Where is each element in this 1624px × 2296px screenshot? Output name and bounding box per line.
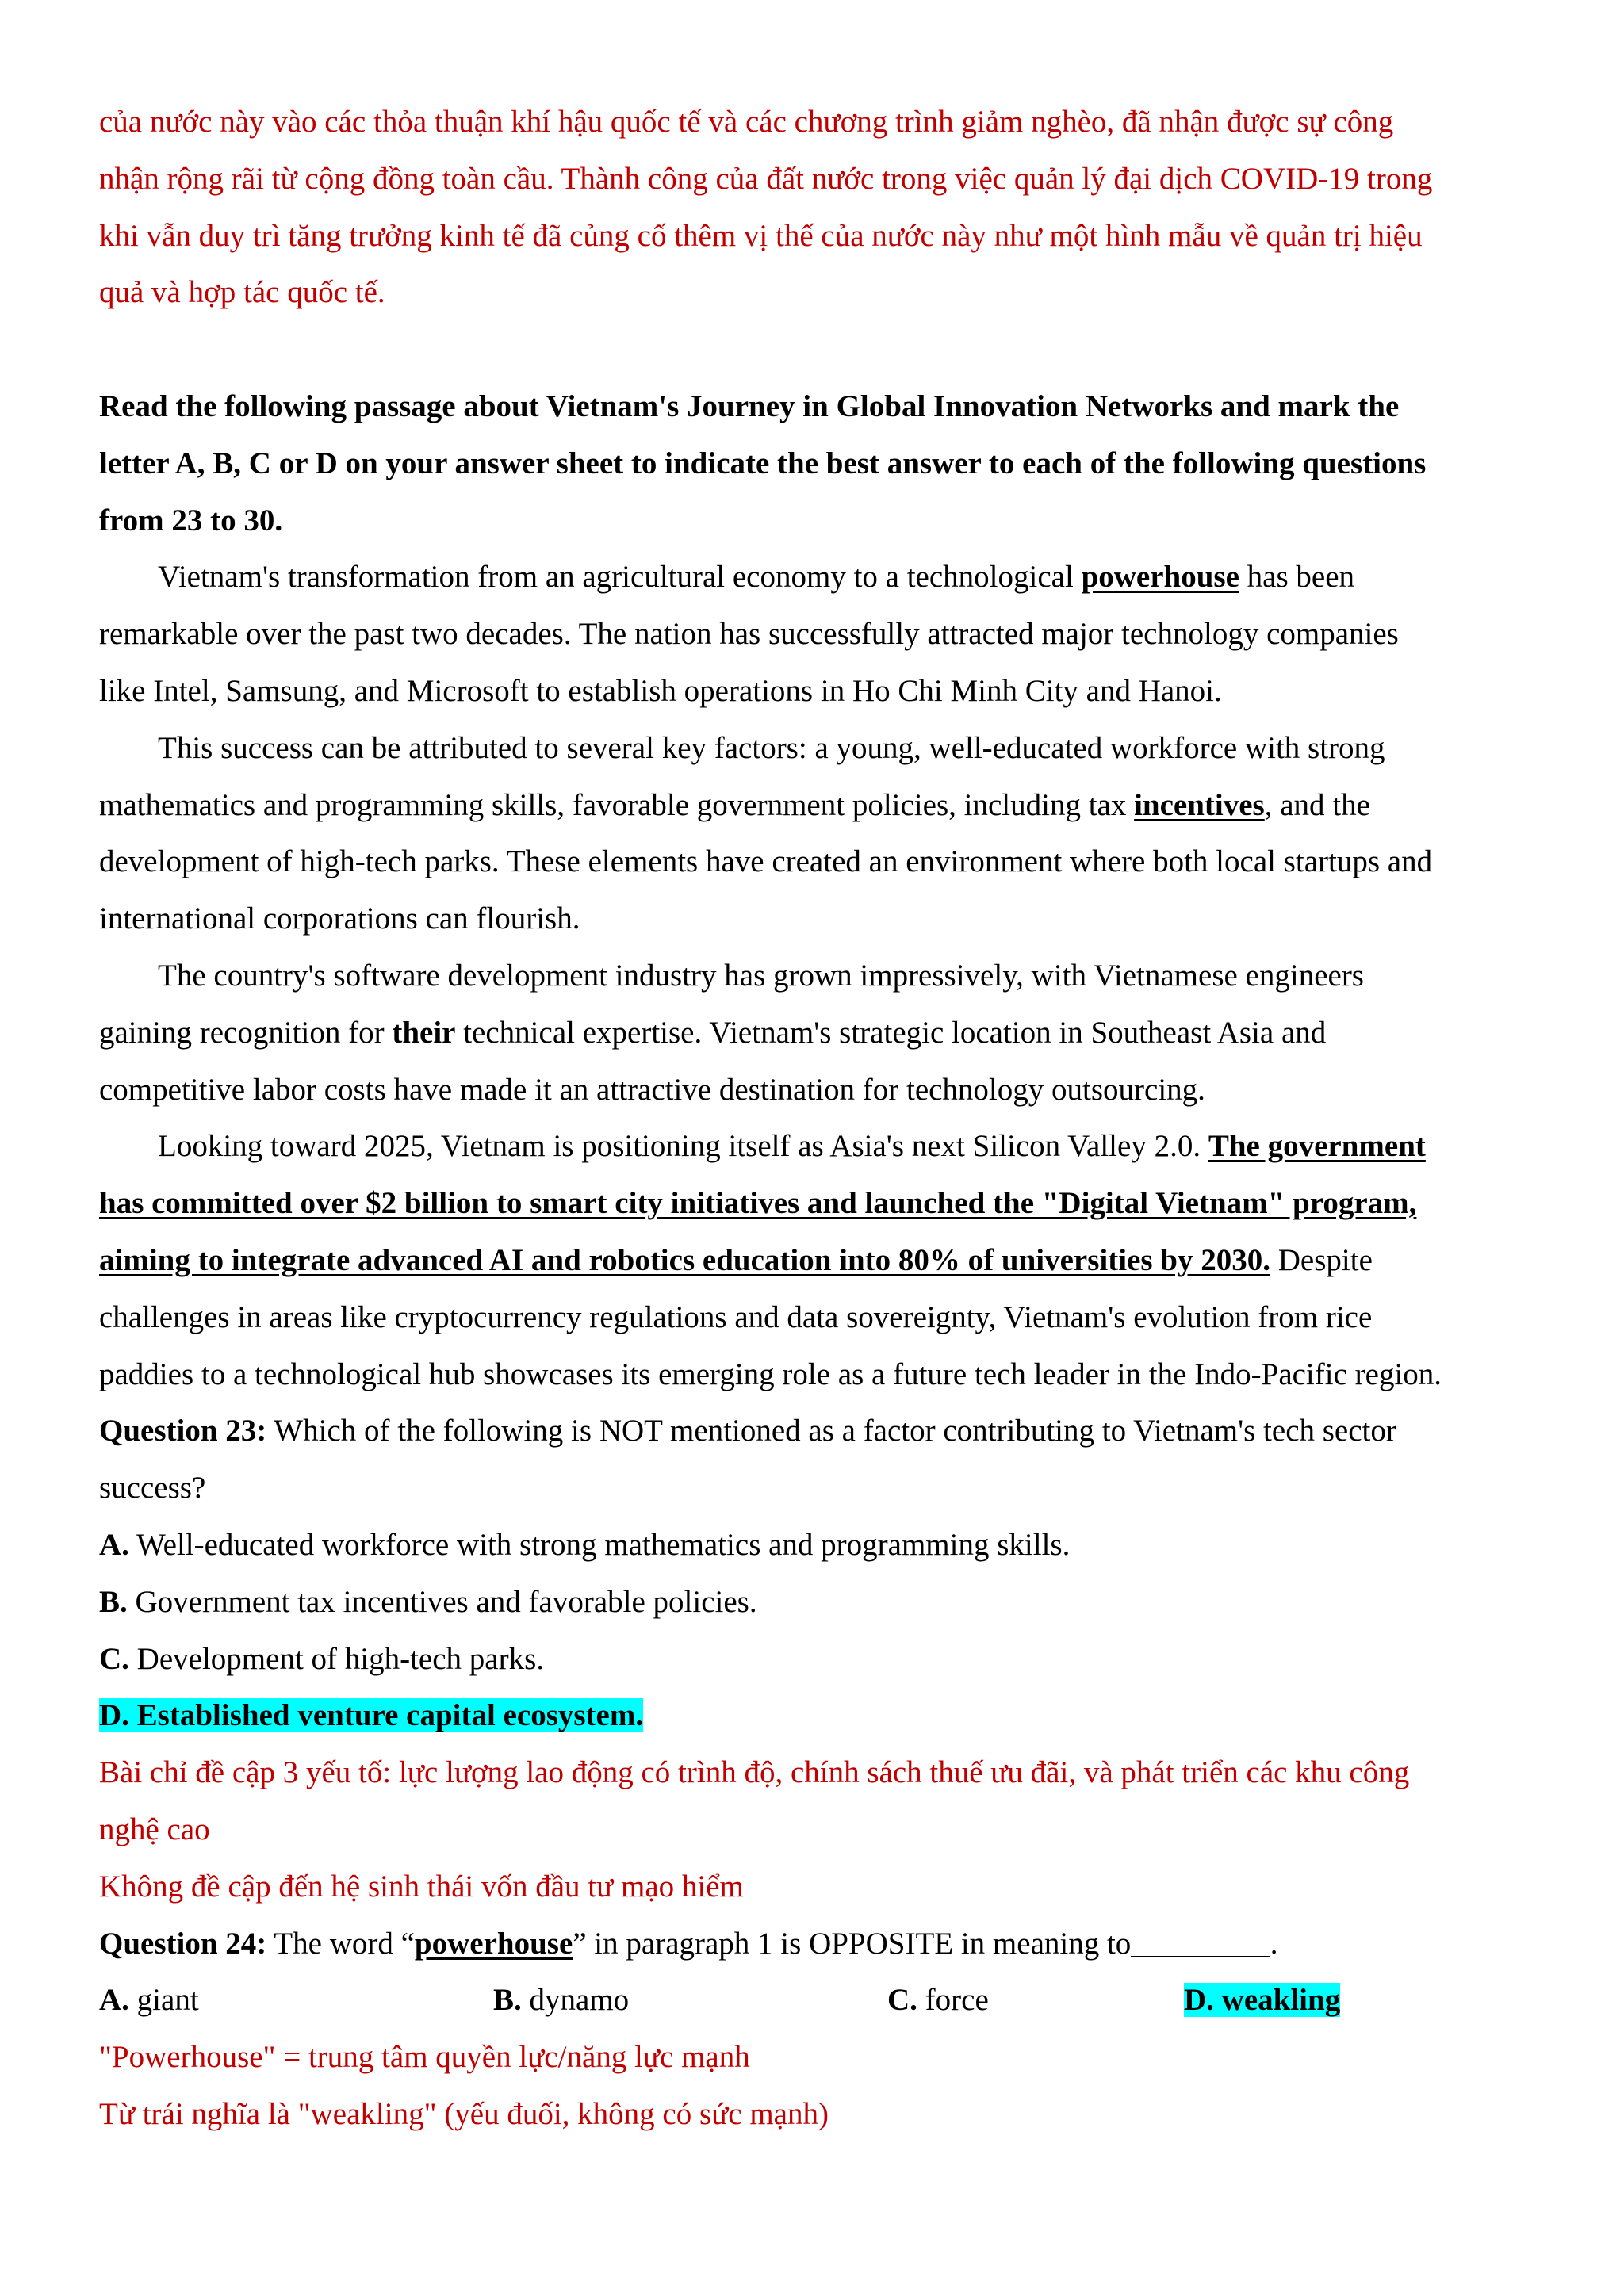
correct-answer-highlight bbox=[1184, 1983, 1340, 2017]
option-letter: D. bbox=[99, 1698, 129, 1733]
keyword-powerhouse: powerhouse bbox=[414, 1926, 573, 1961]
option-letter: B. bbox=[493, 1983, 522, 2018]
q23-option-a bbox=[99, 1517, 1542, 1574]
passage-line: paddies to a technological hub showcases its emerging role as a future tech leader in the Indo-Pacific region. bbox=[99, 1357, 1442, 1391]
explanation-line: nghệ cao bbox=[99, 1812, 210, 1846]
q23-option-c bbox=[99, 1631, 1542, 1688]
passage-line: international corporations can flourish. bbox=[99, 901, 580, 936]
passage-line bbox=[99, 1232, 1542, 1289]
explanation-line: Bài chỉ đề cập 3 yếu tố: lực lượng lao động có trình độ, chính sách thuế ưu đãi, và phát triển các khu công bbox=[99, 1755, 1410, 1790]
question-text: ” in paragraph 1 is OPPOSITE in meaning to_________. bbox=[573, 1926, 1278, 1961]
passage-line: like Intel, Samsung, and Microsoft to establish operations in Ho Chi Minh City and Hanoi. bbox=[99, 673, 1222, 708]
spacer bbox=[99, 321, 1542, 378]
passage-text: Despite bbox=[1270, 1242, 1373, 1277]
document-page bbox=[99, 94, 1542, 2143]
q23-option-b bbox=[99, 1574, 1542, 1631]
instruction-line: letter A, B, C or D on your answer sheet to indicate the best answer to each of the following questions bbox=[99, 446, 1427, 480]
q24-option-a bbox=[99, 1972, 493, 2029]
passage-line: This success can be attributed to several key factors: a young, well-educated workforce with strong bbox=[158, 730, 1385, 765]
explanation-line: "Powerhouse" = trung tâm quyền lực/năng lực mạnh bbox=[99, 2040, 750, 2075]
highlighted-sentence: has committed over $2 billion to smart city initiatives and launched the "Digital Vietnam" program, bbox=[99, 1186, 1417, 1221]
question-text: The word “ bbox=[266, 1926, 415, 1961]
question-text: Which of the following is NOT mentioned as a factor contributing to Vietnam's tech sector bbox=[266, 1414, 1396, 1448]
q24-option-b bbox=[493, 1972, 887, 2029]
option-text: dynamo bbox=[521, 1983, 630, 2018]
option-letter: D. bbox=[1184, 1983, 1214, 2018]
passage-line bbox=[99, 1175, 1542, 1232]
option-letter: A. bbox=[99, 1983, 129, 2018]
correct-answer-highlight bbox=[99, 1698, 643, 1732]
q23-option-d-correct bbox=[99, 1687, 1542, 1744]
question-24-stem bbox=[99, 1915, 1542, 1973]
question-label: Question 24: bbox=[99, 1926, 267, 1961]
option-text: giant bbox=[128, 1983, 199, 2018]
highlighted-sentence: aiming to integrate advanced AI and robotics education into 80% of universities by 2030. bbox=[99, 1242, 1270, 1277]
intro-line: nhận rộng rãi từ cộng đồng toàn cầu. Thành công của đất nước trong việc quản lý đại dịch COVID-19 trong bbox=[99, 161, 1433, 196]
explanation-line: Không đề cập đến hệ sinh thái vốn đầu tư mạo hiểm bbox=[99, 1869, 744, 1904]
passage-line: challenges in areas like cryptocurrency regulations and data sovereignty, Vietnam's evolution from rice bbox=[99, 1299, 1373, 1334]
option-text: Well-educated workforce with strong mathematics and programming skills. bbox=[128, 1527, 1071, 1562]
passage-line bbox=[99, 1004, 1542, 1062]
passage-text: mathematics and programming skills, favorable government policies, including tax bbox=[99, 787, 1135, 822]
passage-line: The country's software development industry has grown impressively, with Vietnamese engineers bbox=[158, 958, 1364, 993]
passage-text: gaining recognition for bbox=[99, 1015, 393, 1050]
passage-text: Vietnam's transformation from an agricultural economy to a technological bbox=[158, 560, 1082, 595]
instruction-line: Read the following passage about Vietnam's Journey in Global Innovation Networks and mark the bbox=[99, 388, 1400, 423]
passage-text: , and the bbox=[1264, 787, 1370, 822]
instruction-line: from 23 to 30. bbox=[99, 503, 283, 538]
q24-option-c bbox=[887, 1972, 1184, 2029]
q24-option-d-correct bbox=[1184, 1972, 1340, 2029]
option-text: Development of high-tech parks. bbox=[128, 1641, 545, 1676]
passage-line bbox=[99, 1118, 1542, 1175]
keyword-incentives: incentives bbox=[1134, 787, 1265, 822]
passage-line bbox=[99, 549, 1542, 606]
option-letter: C. bbox=[99, 1641, 129, 1676]
passage-line bbox=[99, 777, 1542, 834]
passage-line: remarkable over the past two decades. The nation has successfully attracted major technology companies bbox=[99, 617, 1399, 652]
keyword-powerhouse: powerhouse bbox=[1081, 560, 1239, 595]
passage-text: Looking toward 2025, Vietnam is positioning itself as Asia's next Silicon Valley 2.0. bbox=[158, 1129, 1208, 1164]
intro-line: khi vẫn duy trì tăng trưởng kinh tế đã củng cố thêm vị thế của nước này như một hình mẫu về quản trị hiệu bbox=[99, 218, 1423, 253]
option-text: Government tax incentives and favorable policies. bbox=[127, 1584, 757, 1619]
keyword-their: their bbox=[392, 1015, 456, 1050]
intro-line: quả và hợp tác quốc tế. bbox=[99, 275, 385, 310]
question-23-stem-cont: success? bbox=[99, 1471, 206, 1506]
option-text: weakling bbox=[1213, 1983, 1341, 2018]
option-letter: A. bbox=[99, 1527, 129, 1562]
option-text: force bbox=[917, 1983, 989, 2018]
highlighted-sentence: The government bbox=[1208, 1129, 1426, 1164]
option-letter: B. bbox=[99, 1584, 128, 1619]
passage-line: competitive labor costs have made it an attractive destination for technology outsourcing. bbox=[99, 1072, 1205, 1107]
q24-options-row bbox=[99, 1972, 1542, 2029]
passage-text: has been bbox=[1239, 560, 1355, 595]
explanation-line: Từ trái nghĩa là "weakling" (yếu đuối, không có sức mạnh) bbox=[99, 2096, 829, 2131]
question-23-stem bbox=[99, 1402, 1542, 1460]
question-label: Question 23: bbox=[99, 1414, 267, 1448]
option-letter: C. bbox=[887, 1983, 917, 2018]
option-text: Established venture capital ecosystem. bbox=[128, 1698, 644, 1733]
intro-line: của nước này vào các thỏa thuận khí hậu quốc tế và các chương trình giảm nghèo, đã nhận được sự công bbox=[99, 105, 1394, 139]
passage-line: development of high-tech parks. These elements have created an environment where both local startups and bbox=[99, 844, 1433, 879]
passage-text: technical expertise. Vietnam's strategic location in Southeast Asia and bbox=[455, 1015, 1327, 1050]
